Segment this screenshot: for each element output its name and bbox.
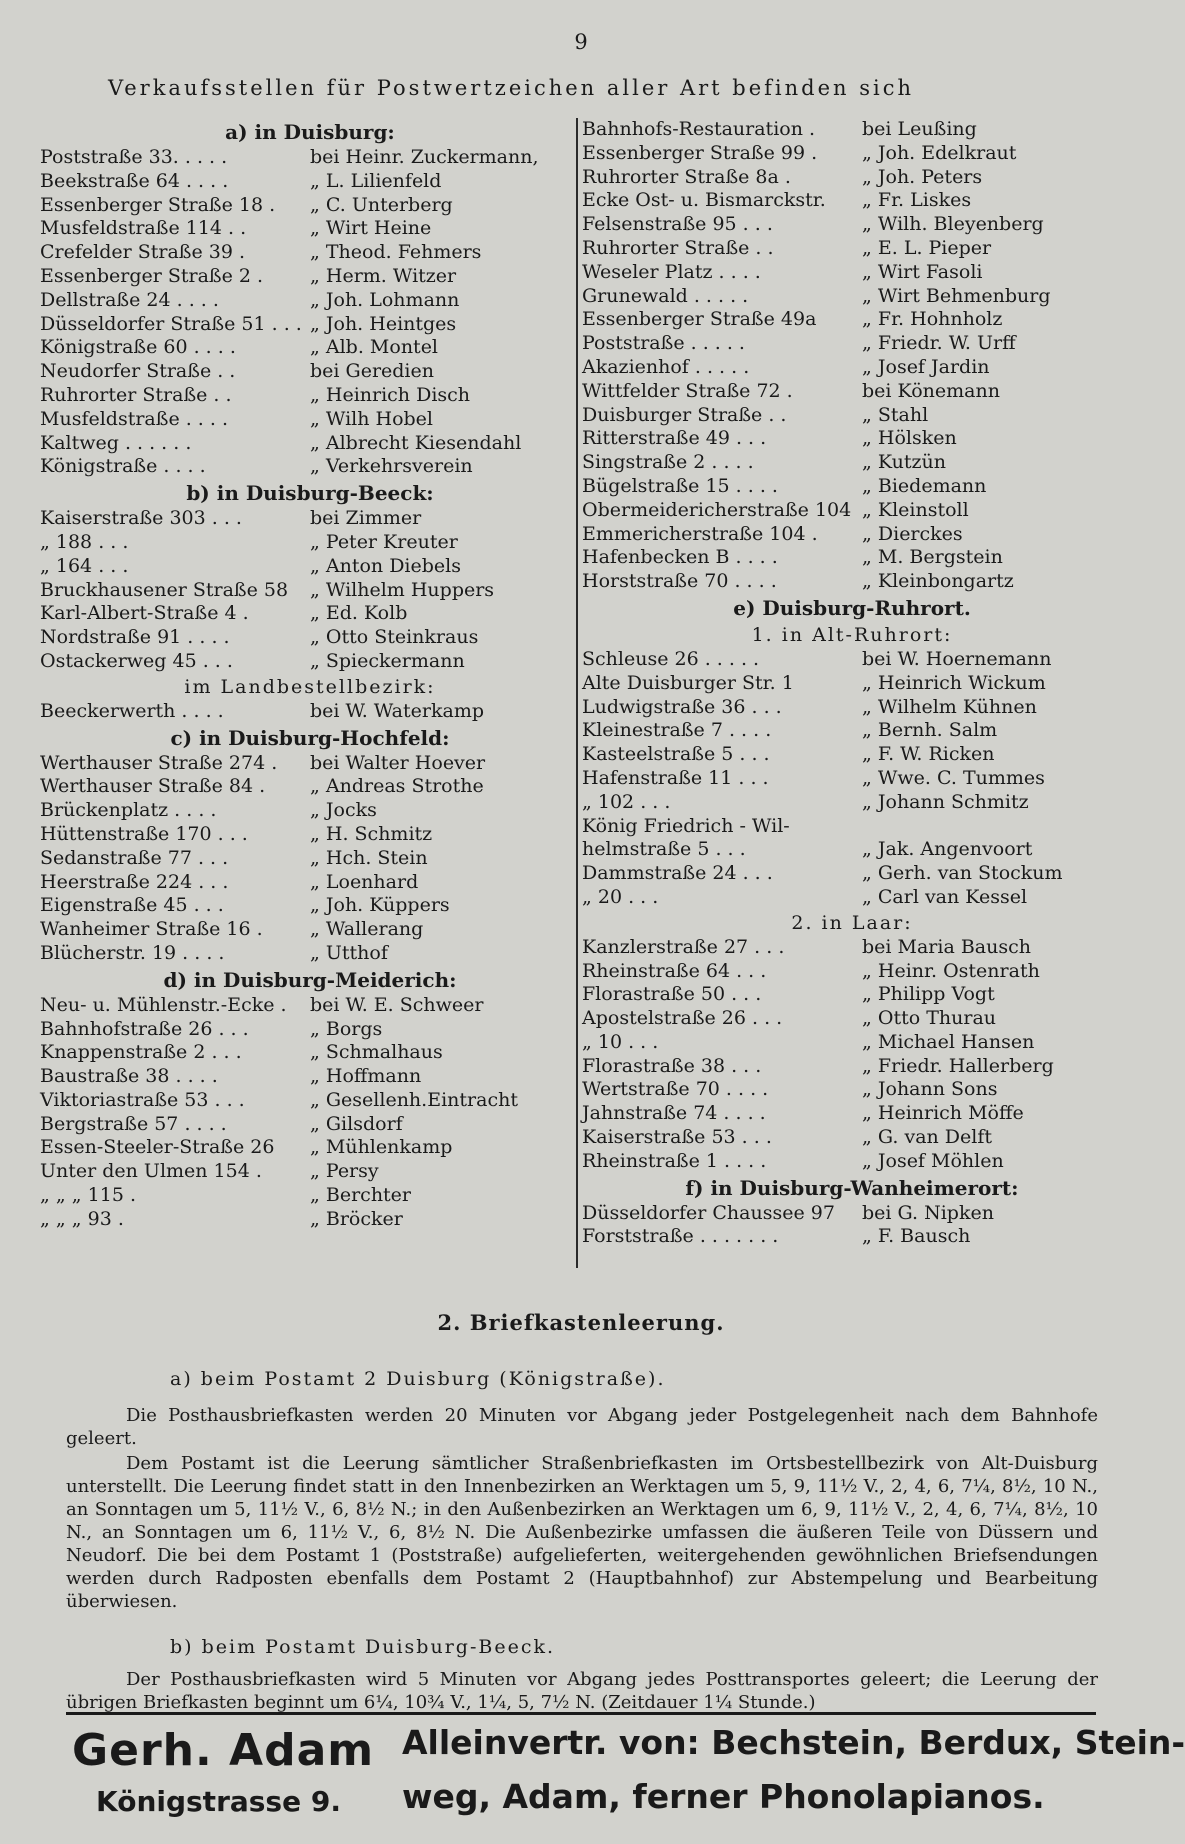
seller-name: „ Joh. Küppers <box>310 894 450 917</box>
seller-name: „ Wallerang <box>310 918 424 941</box>
street-address: Viktoriastraße 53 . . . <box>40 1088 245 1111</box>
seller-name: „ Kleinbongartz <box>862 570 1014 593</box>
list-row <box>582 404 1122 428</box>
list-row <box>582 743 1122 767</box>
list-row <box>582 213 1122 237</box>
section-e-list2 <box>582 936 1122 1174</box>
street-address: Florastraße 50 . . . <box>582 983 762 1006</box>
street-address: Kaltweg . . . . . . <box>40 431 192 454</box>
list-row <box>582 767 1122 791</box>
street-address: Rheinstraße 64 . . . <box>582 959 767 982</box>
street-address: Ludwigstraße 36 . . . <box>582 695 782 718</box>
street-address: Jahnstraße 74 . . . . <box>582 1102 766 1125</box>
street-address: Eigenstraße 45 . . . <box>40 894 224 917</box>
street-address: Sedanstraße 77 . . . <box>40 846 229 869</box>
seller-name: bei Heinr. Zuckermann, <box>310 146 539 168</box>
list-row <box>40 626 580 650</box>
seller-name: „ Hölsken <box>862 427 957 450</box>
seller-name: „ Josef Möhlen <box>862 1149 1004 1172</box>
ad-company-name: Gerh. Adam <box>72 1725 375 1776</box>
seller-name: „ Johann Schmitz <box>862 790 1029 813</box>
list-row <box>40 194 580 218</box>
seller-name <box>862 815 1122 839</box>
street-address: Brückenplatz . . . . <box>40 799 217 822</box>
list-row <box>582 142 1122 166</box>
street-address: Ruhrorter Straße . . <box>40 383 232 406</box>
section-e-title: e) Duisburg-Ruhrort. <box>733 595 971 620</box>
street-address: Hafenbecken B . . . . <box>582 546 778 569</box>
list-row <box>582 960 1122 984</box>
list-row <box>582 1102 1122 1126</box>
section-f-list <box>582 1202 1122 1250</box>
list-row <box>582 475 1122 499</box>
seller-name: bei Zimmer <box>310 507 422 530</box>
list-row <box>582 380 1122 404</box>
street-address: Essenberger Straße 2 . <box>40 264 264 287</box>
seller-name: „ Biedemann <box>862 474 987 497</box>
street-address: Bahnhofs-Restauration . <box>582 118 816 140</box>
section2-b-heading: b) beim Postamt Duisburg-Beeck. <box>170 1636 556 1658</box>
list-row <box>582 118 1122 142</box>
ad-line2: weg, Adam, ferner Phonolapianos. <box>402 1777 1045 1816</box>
page-number: 9 <box>574 30 588 54</box>
section2-a-paragraph1: Die Posthausbriefkasten werden 20 Minuten vor Abgang jeder Postgelegenheit nach dem Bahnhofe geleert. <box>66 1405 1098 1449</box>
list-row <box>40 1160 580 1184</box>
street-address: Ostackerweg 45 . . . <box>40 649 233 672</box>
list-row <box>40 602 580 626</box>
list-row <box>582 886 1122 910</box>
list-row <box>582 499 1122 523</box>
list-row <box>40 313 580 337</box>
right-column <box>582 118 1122 1249</box>
street-address: „ 102 . . . <box>582 790 671 813</box>
street-address: Ruhrorter Straße . . <box>582 236 774 259</box>
street-address: Hafenstraße 11 . . . <box>582 766 769 789</box>
list-row <box>40 1018 580 1042</box>
street-address: Akazienhof . . . . . <box>582 355 750 378</box>
street-address: Heerstraße 224 . . . <box>40 870 229 893</box>
list-row <box>40 1065 580 1089</box>
street-address: Horststraße 70 . . . . <box>582 570 777 593</box>
list-row <box>582 648 1122 672</box>
seller-name: „ Kleinstoll <box>862 498 969 521</box>
seller-name: „ Wilh. Bleyenberg <box>862 213 1044 236</box>
street-address: Beekstraße 64 . . . . <box>40 169 229 192</box>
street-address: Rheinstraße 1 . . . . <box>582 1149 767 1172</box>
list-row <box>582 261 1122 285</box>
seller-name: „ Otto Thurau <box>862 1007 997 1030</box>
section-b-sub-list <box>40 700 580 724</box>
street-address: Königstraße 60 . . . . <box>40 336 236 359</box>
seller-name: „ Fr. Hohnholz <box>862 308 1003 331</box>
street-address: Schleuse 26 . . . . . <box>582 647 760 670</box>
seller-name: „ Josef Jardin <box>862 355 990 378</box>
list-row <box>582 1202 1122 1226</box>
section-b-list <box>40 507 580 674</box>
street-address: Baustraße 38 . . . . <box>40 1065 218 1088</box>
street-address: Ecke Ost- u. Bismarckstr. <box>582 189 826 212</box>
list-row <box>40 146 580 170</box>
street-address: Wanheimer Straße 16 . <box>40 918 263 941</box>
list-row <box>40 1208 580 1232</box>
section-e-sub1: 1. in Alt-Ruhrort: <box>751 623 953 646</box>
seller-name: „ Heinrich Disch <box>310 383 471 406</box>
seller-name: bei W. E. Schweer <box>310 993 484 1016</box>
list-row <box>40 650 580 674</box>
list-row <box>40 555 580 579</box>
list-row <box>40 871 580 895</box>
list-row <box>582 451 1122 475</box>
seller-name: „ Stahl <box>862 403 929 426</box>
list-row <box>582 332 1122 356</box>
seller-name: „ Andreas Strothe <box>310 775 484 798</box>
street-address: Dammstraße 24 . . . <box>582 862 773 885</box>
list-row <box>582 983 1122 1007</box>
street-address: Ritterstraße 49 . . . <box>582 427 767 450</box>
seller-name: „ Wilhelm Kühnen <box>862 695 1037 718</box>
list-row <box>40 799 580 823</box>
list-row <box>40 408 580 432</box>
list-row <box>40 752 580 776</box>
seller-name: „ Ed. Kolb <box>310 602 408 625</box>
seller-name: „ C. Unterberg <box>310 193 453 216</box>
list-row <box>582 356 1122 380</box>
seller-name: bei W. Waterkamp <box>310 699 484 722</box>
list-row <box>40 360 580 384</box>
list-row <box>582 189 1122 213</box>
seller-name: „ Herm. Witzer <box>310 264 457 287</box>
advertisement <box>66 1712 1185 1830</box>
list-row <box>40 455 580 479</box>
section2-title: 2. Briefkastenleerung. <box>437 1310 725 1335</box>
section-b-subtitle: im Landbestellbezirk: <box>184 675 436 698</box>
seller-name: „ Albrecht Kiesendahl <box>310 431 522 454</box>
street-address: Apostelstraße 26 . . . <box>582 1007 783 1030</box>
seller-name: „ F. Bausch <box>862 1225 971 1248</box>
seller-name: bei Geredien <box>310 360 434 383</box>
section-f-title: f) in Duisburg-Wanheimerort: <box>685 1175 1019 1200</box>
street-address: Werthauser Straße 274 . <box>40 751 278 774</box>
list-row <box>582 862 1122 886</box>
street-address: Beeckerwerth . . . . <box>40 699 224 722</box>
street-address: „ 188 . . . <box>40 530 129 553</box>
street-address: Wertstraße 70 . . . . <box>582 1078 769 1101</box>
list-row <box>40 1136 580 1160</box>
left-column <box>40 118 580 1232</box>
seller-name: „ Joh. Heintges <box>310 312 457 335</box>
list-row <box>40 289 580 313</box>
street-address: Bahnhofstraße 26 . . . <box>40 1017 249 1040</box>
seller-name: „ Gilsdorf <box>310 1112 403 1135</box>
list-row <box>582 237 1122 261</box>
list-row <box>40 217 580 241</box>
street-address: Kaiserstraße 53 . . . <box>582 1126 772 1149</box>
list-row <box>40 994 580 1018</box>
street-address: Düsseldorfer Chaussee 97 <box>582 1201 835 1224</box>
section-b-title: b) in Duisburg-Beeck: <box>186 481 434 506</box>
seller-name: „ Joh. Edelkraut <box>862 141 1017 164</box>
street-address: Nordstraße 91 . . . . <box>40 626 230 649</box>
street-address: „ „ „ 115 . <box>40 1184 136 1207</box>
list-row <box>40 336 580 360</box>
list-row <box>40 507 580 531</box>
street-address: Kanzlerstraße 27 . . . <box>582 935 785 958</box>
street-address: Emmericherstraße 104 . <box>582 522 818 545</box>
street-address: Alte Duisburger Str. 1 <box>582 671 794 694</box>
list-row <box>40 241 580 265</box>
list-row <box>40 531 580 555</box>
seller-name: „ M. Bergstein <box>862 546 1003 569</box>
seller-name: „ Hoffmann <box>310 1065 422 1088</box>
street-address: helmstraße 5 . . . <box>582 838 746 861</box>
street-address: „ 164 . . . <box>40 554 129 577</box>
seller-name: „ Kutzün <box>862 451 947 474</box>
section2-a-heading: a) beim Postamt 2 Duisburg (Königstraße). <box>170 1368 666 1390</box>
seller-name: „ Gerh. van Stockum <box>862 862 1063 885</box>
street-address: „ 10 . . . <box>582 1030 659 1053</box>
section-a-list <box>40 146 580 479</box>
seller-name: „ Heinrich Möffe <box>862 1102 1024 1125</box>
list-row <box>582 570 1122 594</box>
page-heading: Verkaufsstellen für Postwertzeichen aller Art befinden sich <box>108 76 915 100</box>
seller-name: „ E. L. Pieper <box>862 236 992 259</box>
seller-name: „ Alb. Montel <box>310 336 439 359</box>
list-row <box>40 1113 580 1137</box>
seller-name: bei Walter Hoever <box>310 751 486 774</box>
street-address: Neudorfer Straße . . <box>40 360 236 383</box>
street-address: Florastraße 38 . . . <box>582 1054 762 1077</box>
seller-name: „ Wirt Behmenburg <box>862 284 1051 307</box>
seller-name: „ L. Lilienfeld <box>310 169 442 192</box>
seller-name: „ Wwe. C. Tummes <box>862 766 1045 789</box>
list-row <box>40 700 580 724</box>
street-address: Singstraße 2 . . . . <box>582 451 754 474</box>
seller-name: „ H. Schmitz <box>310 822 433 845</box>
seller-name: „ Joh. Lohmann <box>310 288 460 311</box>
list-row <box>40 942 580 966</box>
list-row <box>40 847 580 871</box>
list-row <box>582 696 1122 720</box>
list-row <box>582 838 1122 862</box>
list-row <box>40 432 580 456</box>
street-address: Kleinestraße 7 . . . . <box>582 719 772 742</box>
list-row <box>582 791 1122 815</box>
seller-name: „ Bernh. Salm <box>862 719 998 742</box>
street-address: Essenberger Straße 18 . <box>40 193 276 216</box>
seller-name: bei G. Nipken <box>862 1201 994 1224</box>
seller-name: bei W. Hoernemann <box>862 647 1052 670</box>
street-address: Duisburger Straße . . <box>582 403 787 426</box>
list-row <box>40 170 580 194</box>
seller-name: bei Leußing <box>862 118 977 140</box>
section2-a-paragraph2: Dem Postamt ist die Leerung sämtlicher Straßenbriefkasten im Ortsbestellbezirk von Alt-Duisburg unterstellt. Die Leerung findet statt in den Innenbezirken an Werktagen um 5, 9, 11½ V., 2, 4, 6, 7¼, 8½, 10 N., an Sonntagen um 5, 11½ V., 6, 8½ N.; in den Außenbezirken an Werktagen um 6, 9, 11½ V., 2, 4, 6, 7¼, 8½, 10 N., an Sonntagen um 6, 11½ V., 6, 8½ N. Die Außenbezirke umfassen die äußeren Teile von Düssern und Neudorf. Die bei dem Postamt 1 (Poststraße) aufgelieferten, weitergehenden gewöhnlichen Briefsendungen werden durch Radposten ebenfalls dem Postamt 2 (Hauptbahnhof) zur Abstempelung und Bearbeitung überwiesen. <box>66 1453 1098 1612</box>
seller-name: „ Otto Steinkraus <box>310 626 479 649</box>
seller-name: „ Anton Diebels <box>310 554 461 577</box>
seller-name: „ Berchter <box>310 1184 412 1207</box>
street-address: Crefelder Straße 39 . <box>40 241 246 264</box>
seller-name: „ Gesellenh.Eintracht <box>310 1088 518 1111</box>
list-row <box>582 1126 1122 1150</box>
list-row <box>582 166 1122 190</box>
seller-name: „ Fr. Liskes <box>862 189 972 212</box>
list-row <box>40 775 580 799</box>
seller-name: „ Utthof <box>310 941 388 964</box>
list-row <box>40 1184 580 1208</box>
street-address: Ruhrorter Straße 8a . <box>582 165 791 188</box>
street-address: Karl-Albert-Straße 4 . <box>40 602 249 625</box>
list-row <box>40 1089 580 1113</box>
section-d-title: d) in Duisburg-Meiderich: <box>163 967 457 992</box>
seller-name: „ Bröcker <box>310 1207 403 1230</box>
list-row <box>582 672 1122 696</box>
seller-name: „ Wilhelm Huppers <box>310 578 495 601</box>
seller-name: „ Jocks <box>310 799 377 822</box>
street-address: Blücherstr. 19 . . . . <box>40 941 225 964</box>
seller-name: „ Johann Sons <box>862 1078 998 1101</box>
street-address: Felsenstraße 95 . . . <box>582 213 773 236</box>
seller-name: „ Verkehrsverein <box>310 455 473 478</box>
street-address: Neu- u. Mühlenstr.-Ecke . <box>40 993 287 1016</box>
section-a-title: a) in Duisburg: <box>225 120 395 144</box>
street-address: Wittfelder Straße 72 . <box>582 379 793 402</box>
section-e-sub2: 2. in Laar: <box>791 911 913 934</box>
street-address: Grunewald . . . . . <box>582 284 749 307</box>
list-row <box>40 894 580 918</box>
seller-name: „ Borgs <box>310 1017 383 1040</box>
list-row <box>582 1078 1122 1102</box>
seller-name: bei Könemann <box>862 379 1000 402</box>
street-address: „ 20 . . . <box>582 885 659 908</box>
section-d-list <box>40 994 580 1232</box>
list-row <box>582 1007 1122 1031</box>
street-address: Unter den Ulmen 154 . <box>40 1160 262 1183</box>
seller-name: „ Michael Hansen <box>862 1030 1035 1053</box>
section2-b-paragraph: Der Posthausbriefkasten wird 5 Minuten vor Abgang jedes Posttransportes geleert; die Leerung der übrigen Briefkasten beginnt um 6¼, 10¾ V., 1¼, 5, 7½ N. (Zeitdauer 1¼ Stunde.) <box>66 1669 1098 1713</box>
street-address: Kaiserstraße 303 . . . <box>40 507 242 530</box>
list-row <box>582 1225 1122 1249</box>
street-address: Obermeidericherstraße 104 <box>582 498 852 521</box>
list-row <box>40 384 580 408</box>
seller-name: „ Heinr. Ostenrath <box>862 959 1040 982</box>
list-row <box>582 815 1122 839</box>
street-address: Kasteelstraße 5 . . . <box>582 743 770 766</box>
section-e-list1 <box>582 648 1122 910</box>
list-row <box>582 719 1122 743</box>
street-address: Essenberger Straße 49a <box>582 308 817 331</box>
street-address: Königstraße . . . . <box>40 455 206 478</box>
seller-name: „ G. van Delft <box>862 1126 993 1149</box>
street-address: Bergstraße 57 . . . . <box>40 1112 227 1135</box>
list-row <box>40 1041 580 1065</box>
list-row <box>40 579 580 603</box>
column-divider <box>576 118 578 1268</box>
seller-name: „ Joh. Peters <box>862 165 983 188</box>
seller-name: „ Friedr. Hallerberg <box>862 1054 1054 1077</box>
seller-name: bei Maria Bausch <box>862 935 1031 958</box>
street-address: Musfeldstraße 114 . . <box>40 217 247 240</box>
list-row <box>582 1150 1122 1174</box>
seller-name: „ Hch. Stein <box>310 846 428 869</box>
street-address: Hüttenstraße 170 . . . <box>40 822 248 845</box>
list-row <box>40 918 580 942</box>
seller-name: „ F. W. Ricken <box>862 743 995 766</box>
street-address: Dellstraße 24 . . . . <box>40 288 219 311</box>
seller-name: „ Schmalhaus <box>310 1041 443 1064</box>
street-address: Werthauser Straße 84 . <box>40 775 266 798</box>
list-row <box>582 523 1122 547</box>
list-row <box>582 936 1122 960</box>
street-address: Poststraße 33. . . . . <box>40 146 228 168</box>
list-row <box>582 1031 1122 1055</box>
seller-name: „ Dierckes <box>862 522 963 545</box>
ad-address: Königstrasse 9. <box>96 1785 341 1818</box>
list-row <box>582 285 1122 309</box>
street-address: Düsseldorfer Straße 51 . . . <box>40 312 302 335</box>
list-row <box>40 823 580 847</box>
seller-name: „ Spieckermann <box>310 649 465 672</box>
street-address: Essenberger Straße 99 . <box>582 141 818 164</box>
street-address: Bruckhausener Straße 58 <box>40 578 289 601</box>
street-address: Forststraße . . . . . . . <box>582 1225 779 1248</box>
section-c-list <box>40 752 580 966</box>
list-row <box>40 265 580 289</box>
ad-line1: Alleinvertr. von: Bechstein, Berdux, Stein- <box>402 1723 1185 1762</box>
list-row <box>582 427 1122 451</box>
seller-name: „ Mühlenkamp <box>310 1136 453 1159</box>
seller-name: „ Loenhard <box>310 870 419 893</box>
list-row <box>582 308 1122 332</box>
seller-name: „ Wilh Hobel <box>310 407 433 430</box>
seller-name: „ Philipp Vogt <box>862 983 995 1006</box>
seller-name: „ Wirt Fasoli <box>862 260 983 283</box>
street-address: „ „ „ 93 . <box>40 1207 124 1230</box>
street-address: König Friedrich - Wil- <box>582 814 790 837</box>
section-c-title: c) in Duisburg-Hochfeld: <box>170 725 450 750</box>
seller-name: „ Jak. Angenvoort <box>862 838 1033 861</box>
seller-name: „ Peter Kreuter <box>310 530 458 553</box>
street-address: Essen-Steeler-Straße 26 <box>40 1136 275 1159</box>
seller-name: „ Friedr. W. Urff <box>862 332 1016 355</box>
list-row <box>582 546 1122 570</box>
seller-name: „ Theod. Fehmers <box>310 241 482 264</box>
street-address: Poststraße . . . . . <box>582 332 745 355</box>
street-address: Musfeldstraße . . . . <box>40 407 229 430</box>
list-row <box>582 1055 1122 1079</box>
section-a-continued-list <box>582 118 1122 594</box>
seller-name: „ Heinrich Wickum <box>862 671 1046 694</box>
seller-name: „ Persy <box>310 1160 379 1183</box>
street-address: Bügelstraße 15 . . . . <box>582 474 778 497</box>
seller-name: „ Wirt Heine <box>310 217 432 240</box>
street-address: Weseler Platz . . . . <box>582 260 761 283</box>
seller-name: „ Carl van Kessel <box>862 885 1028 908</box>
street-address: Knappenstraße 2 . . . <box>40 1041 242 1064</box>
